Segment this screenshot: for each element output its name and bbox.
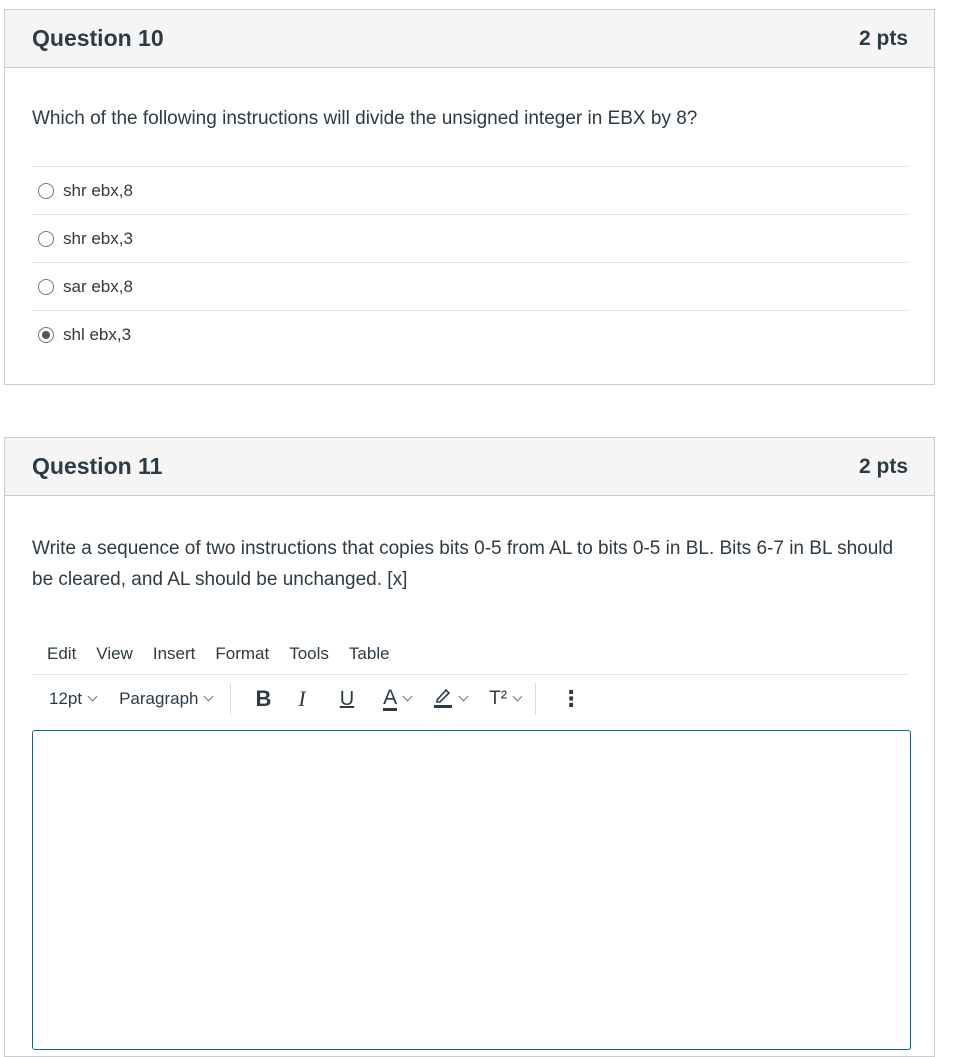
question-points: 2 pts (858, 26, 908, 50)
chevron-down-icon (403, 692, 413, 702)
chevron-down-icon (204, 692, 214, 702)
question-11 (4, 437, 935, 1057)
radio-button[interactable] (38, 183, 54, 199)
menu-format[interactable]: Format (215, 644, 270, 663)
menu-edit[interactable]: Edit (47, 644, 77, 663)
answer-label: sar ebx,8 (63, 276, 133, 296)
highlighter-icon (433, 686, 453, 713)
radio-button[interactable] (38, 279, 54, 295)
menu-insert[interactable]: Insert (152, 644, 196, 663)
editor-toolbar (32, 678, 908, 720)
block-format-value: Paragraph (119, 689, 199, 708)
text-color-button[interactable] (383, 685, 411, 711)
block-format-dropdown[interactable] (119, 689, 212, 709)
chevron-down-icon (513, 692, 523, 702)
menu-tools[interactable]: Tools (289, 644, 329, 663)
text-color-icon: A (383, 685, 398, 709)
toolbar-divider (535, 683, 536, 715)
chevron-down-icon (88, 692, 98, 702)
superscript-button[interactable] (489, 688, 521, 710)
question-text: Which of the following instructions will divide the unsigned integer in EBX by 8? (32, 108, 698, 129)
menu-view[interactable]: View (96, 644, 133, 663)
answer-label: shr ebx,3 (63, 228, 133, 248)
question-title: Question 10 (32, 25, 164, 51)
question-text: Write a sequence of two instructions that copies bits 0-5 from AL to bits 0-5 in BL. Bits 6-7 in BL should be cleared, and AL should be unchanged. [x] (32, 538, 894, 590)
font-size-value: 12pt (49, 689, 83, 708)
answer-editor[interactable] (32, 730, 911, 1050)
more-options-icon[interactable]: ⋮ (560, 686, 583, 711)
question-header (5, 438, 934, 496)
question-points: 2 pts (858, 454, 908, 478)
underline-button[interactable]: U (339, 687, 355, 710)
bold-button[interactable]: B (255, 686, 272, 711)
chevron-down-icon (459, 692, 469, 702)
question-header (5, 10, 934, 68)
superscript-icon: T² (489, 688, 508, 709)
answer-option[interactable] (32, 262, 909, 310)
answer-label: shl ebx,3 (63, 324, 132, 344)
editor-menubar (32, 634, 908, 675)
question-10 (4, 9, 935, 385)
toolbar-divider (230, 683, 231, 715)
menu-table[interactable]: Table (348, 644, 390, 663)
answer-list (32, 166, 909, 358)
radio-button-selected[interactable] (38, 327, 54, 343)
radio-button[interactable] (38, 231, 54, 247)
question-title: Question 11 (32, 453, 163, 479)
answer-option[interactable] (32, 310, 909, 358)
highlight-color-button[interactable] (433, 686, 467, 713)
answer-option[interactable] (32, 166, 909, 214)
italic-button[interactable]: I (298, 686, 306, 711)
font-size-dropdown[interactable] (49, 689, 96, 709)
answer-label: shr ebx,8 (63, 180, 133, 200)
answer-option[interactable] (32, 214, 909, 262)
